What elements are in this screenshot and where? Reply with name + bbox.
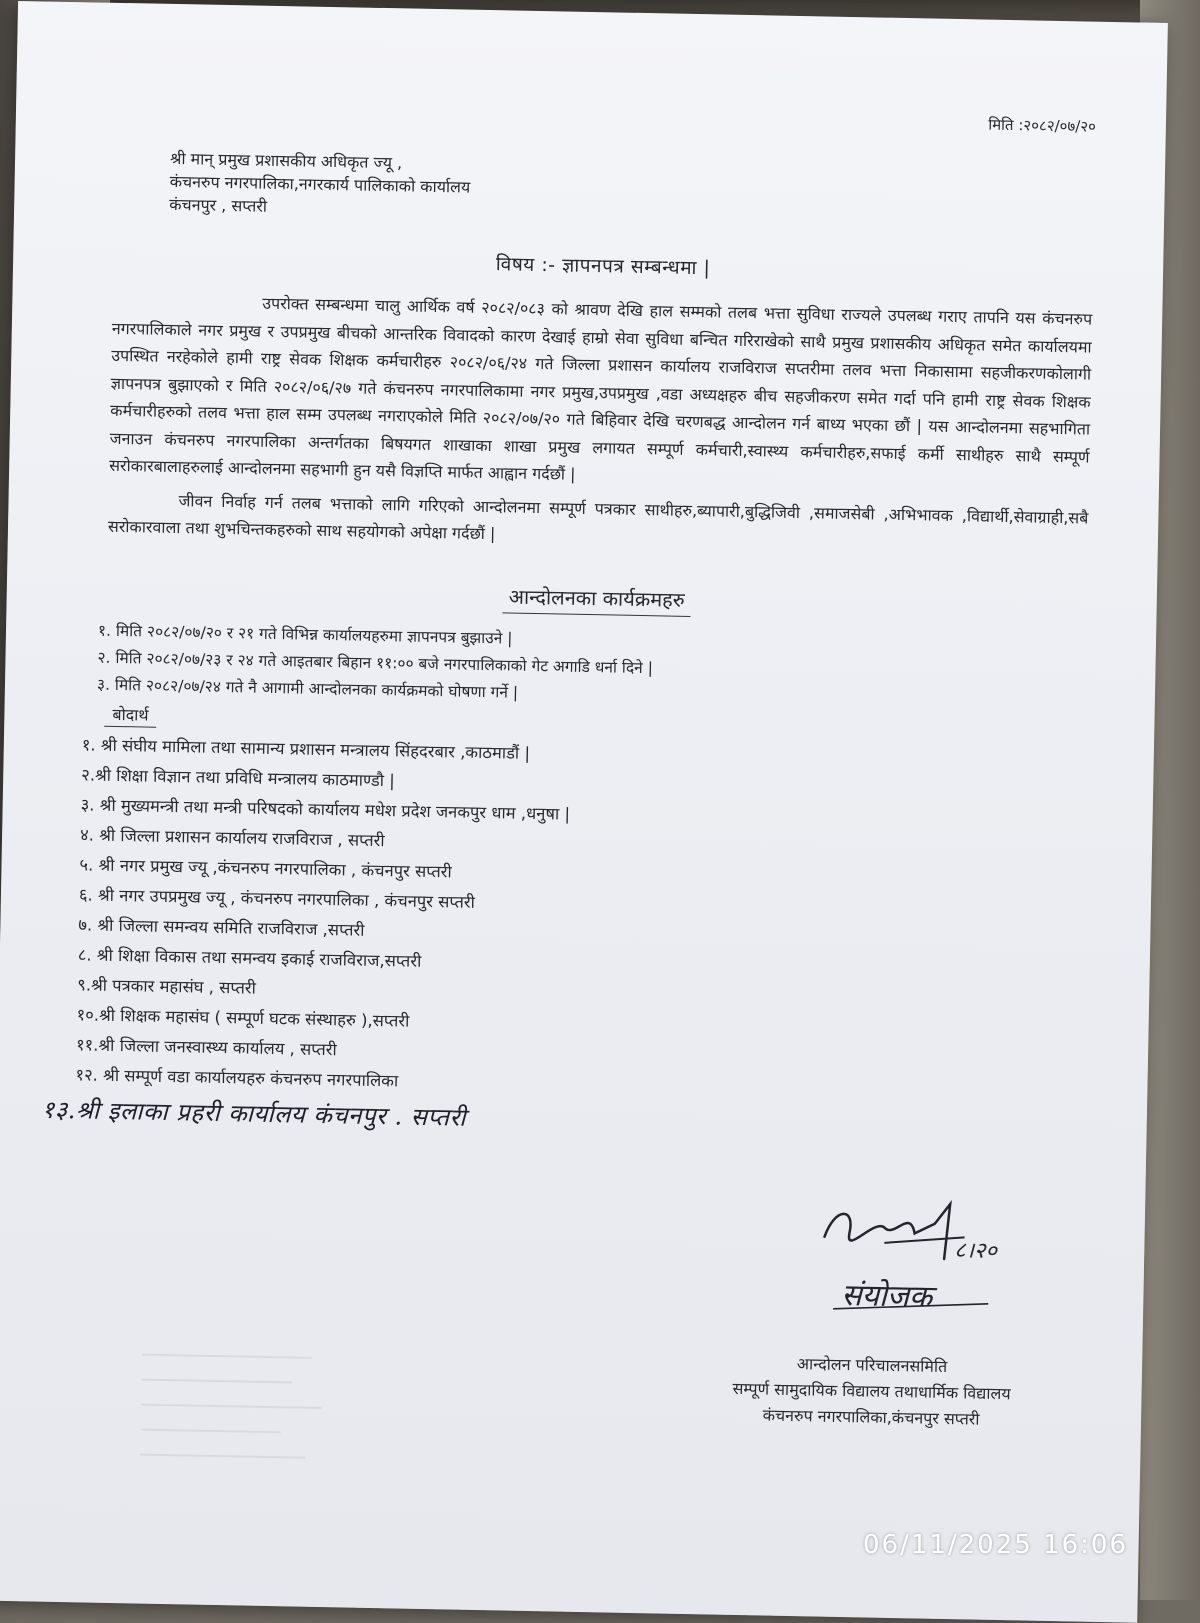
programs-heading xyxy=(107,574,1087,620)
paper-sheet xyxy=(0,1,1168,1623)
cc-item: ८. श्री शिक्षा विकास तथा समन्वय इकाई राजविराज,सप्तरी xyxy=(77,944,422,971)
cc-item: ७. श्री जिल्ला समन्वय समिति राजविराज ,सप्तरी xyxy=(78,914,365,940)
programs-list xyxy=(96,617,1086,717)
address-line: श्री मान् प्रमुख प्रशासकीय अधिकृत ज्यू , xyxy=(169,148,403,173)
cc-item: ३. श्री मुख्यमन्त्री तथा मन्त्री परिषदको कार्यालय मधेश प्रदेश जनकपुर धाम ,धनुषा | xyxy=(80,794,571,824)
program-item: १. मिति २०८२/०७/२० र २१ गते विभिन्न कार्यालयहरुमा ज्ञापनपत्र बुझाउने | xyxy=(97,621,513,648)
signature-role-text: संयोजक xyxy=(841,1278,933,1315)
program-item: ३. मिति २०८२/०७/२४ गते नै आगामी आन्दोलनका कार्यक्रमको घोषणा गर्ने | xyxy=(96,675,519,702)
signatory-line: सम्पूर्ण सामुदायिक विद्यालय तथाधार्मिक विद्यालय xyxy=(732,1378,1011,1404)
programs-heading-text: आन्दोलनका कार्यक्रमहरु xyxy=(502,584,691,617)
cc-item: १०.श्री शिक्षक महासंघ ( सम्पूर्ण घटक संस्थाहरु ),सप्तरी xyxy=(76,1004,410,1031)
signature xyxy=(813,1196,1045,1320)
subject-line: विषय :- ज्ञापनपत्र सम्बन्धमा | xyxy=(495,253,711,280)
bleed-through-text xyxy=(129,1343,342,1497)
cc-item: १. श्री संघीय मामिला तथा सामान्य प्रशासन मन्त्रालय सिंहदरबार ,काठमाडौं | xyxy=(81,734,531,763)
cc-item: ९.श्री पत्रकार महासंघ , सप्तरी xyxy=(77,974,257,998)
address-line: कंचनपुर , सप्तरी xyxy=(169,194,268,216)
paragraph-main: उपरोक्त सम्बन्धमा चालु आर्थिक वर्ष २०८२/०८३ को श्रावण देखि हाल सम्मको तलब भत्ता सुविधा राज्यले उपलब्ध गराए तापनि यस कंचनरुप नगरपालिकाले नगर प्रमुख र उपप्रमुख बीचको आन्तरिक विवादको कारण देखाई हाम्रो सेवा सुविधा बन्चित गरिराखेको साथै प्रमुख प्रशासकीय अधिकृत समेत कार्यालयमा उपस्थित नरहेकोले हामी राष्ट्र सेवक शिक्षक कर्मचारीहरु २०८२/०६/२४ गते जिल्ला प्रशासन कार्यालय राजविराज सप्तरीमा तलव भत्ता निकासामा सहजीकरणकोलागी ज्ञापनपत्र बुझाएको र मिति २०८२/०६/२७ गते कंचनरुप नगरपालिकामा नगर प्रमुख,उपप्रमुख ,वडा अध्यक्षहरु बीच सहजीकरण समेत गर्दा पनि हामी राष्ट्र सेवक शिक्षक कर्मचारीहरुको तलव भत्ता हाल सम्म उपलब्ध नगराएकोले मिति २०८२/०७/२० गते बिहिवार देखि चरणबद्ध आन्दोलन गर्न बाध्य भएका छौं | यस आन्दोलनमा सहभागिता जनाउन कंचनरुप नगरपालिका अन्तर्गतका बिषयगत शाखाका शाखा प्रमुख लगायत सम्पूर्ण कर्मचारी,स्वास्थ्य कर्मचारीहरु,सफाई कर्मी साथीहरु साथै सम्पूर्ण सरोकारबालाहरुलाई आन्दोलनमा सहभागी हुन यसै विज्ञप्ति मार्फत आह्वान गर्दछौं | xyxy=(109,293,1093,484)
date-line: मिति :२०८२/०७/२० xyxy=(988,115,1097,136)
cc-item: ६. श्री नगर उपप्रमुख ज्यू , कंचनरुप नगरपालिका , कंचनपुर सप्तरी xyxy=(78,884,476,912)
recipient-address xyxy=(169,147,1095,234)
photo-timestamp: 06/11/2025 16:06 xyxy=(862,1530,1128,1560)
cc-heading-text: बोदार्थ xyxy=(104,704,157,727)
cc-item: २.श्री शिक्षा विज्ञान तथा प्रविधि मन्त्रालय काठमाण्डौ | xyxy=(81,764,395,790)
svg-text:८।२०: ८।२० xyxy=(954,1238,998,1264)
cc-item: १२. श्री सम्पूर्ण वडा कार्यालयहरु कंचनरुप नगरपालिका xyxy=(75,1064,399,1090)
cc-item: ४. श्री जिल्ला प्रशासन कार्यालय राजविराज , सप्तरी xyxy=(79,824,385,850)
cc-list xyxy=(41,730,1083,1149)
signatory-line: आन्दोलन परिचालनसमिति xyxy=(796,1354,948,1377)
cc-item: ५. श्री नगर प्रमुख ज्यू ,कंचनरुप नगरपालिका , कंचनपुर सप्तरी xyxy=(79,854,452,881)
cc-item-handwritten: १३.श्री इलाका प्रहरी कार्यालय कंचनपुर . सप्तरी xyxy=(41,1095,467,1132)
cc-item: ११.श्री जिल्ला जनस्वास्थ्य कार्यालय , सप्तरी xyxy=(75,1034,337,1059)
signatory-block xyxy=(651,1348,1092,1434)
letter-body xyxy=(41,98,1097,1429)
signatory-line: कंचनरुप नगरपालिका,कंचनपुर सप्तरी xyxy=(762,1405,980,1429)
address-line: कंचनरुप नगरपालिका,नगरकार्य पालिकाको कार्यालय xyxy=(169,171,471,197)
program-item: २. मिति २०८२/०७/२३ र २४ गते आइतबार बिहान ११:०० बजे नगरपालिकाको गेट अगाडि धर्ना दिने | xyxy=(97,648,654,677)
paragraph-appeal: जीवन निर्वाह गर्न तलब भत्ताको लागि गरिएको आन्दोलनमा सम्पूर्ण पत्रकार साथीहरु,ब्यापारी,बुद्धिजिवी ,समाजसेबी ,अभिभावक ,विद्यार्थी,सेवाग्राही,सबै सरोकारवाला तथा शुभचिन्तकहरुको साथ सहयोगको अपेक्षा गर्दछौं | xyxy=(107,490,1089,544)
